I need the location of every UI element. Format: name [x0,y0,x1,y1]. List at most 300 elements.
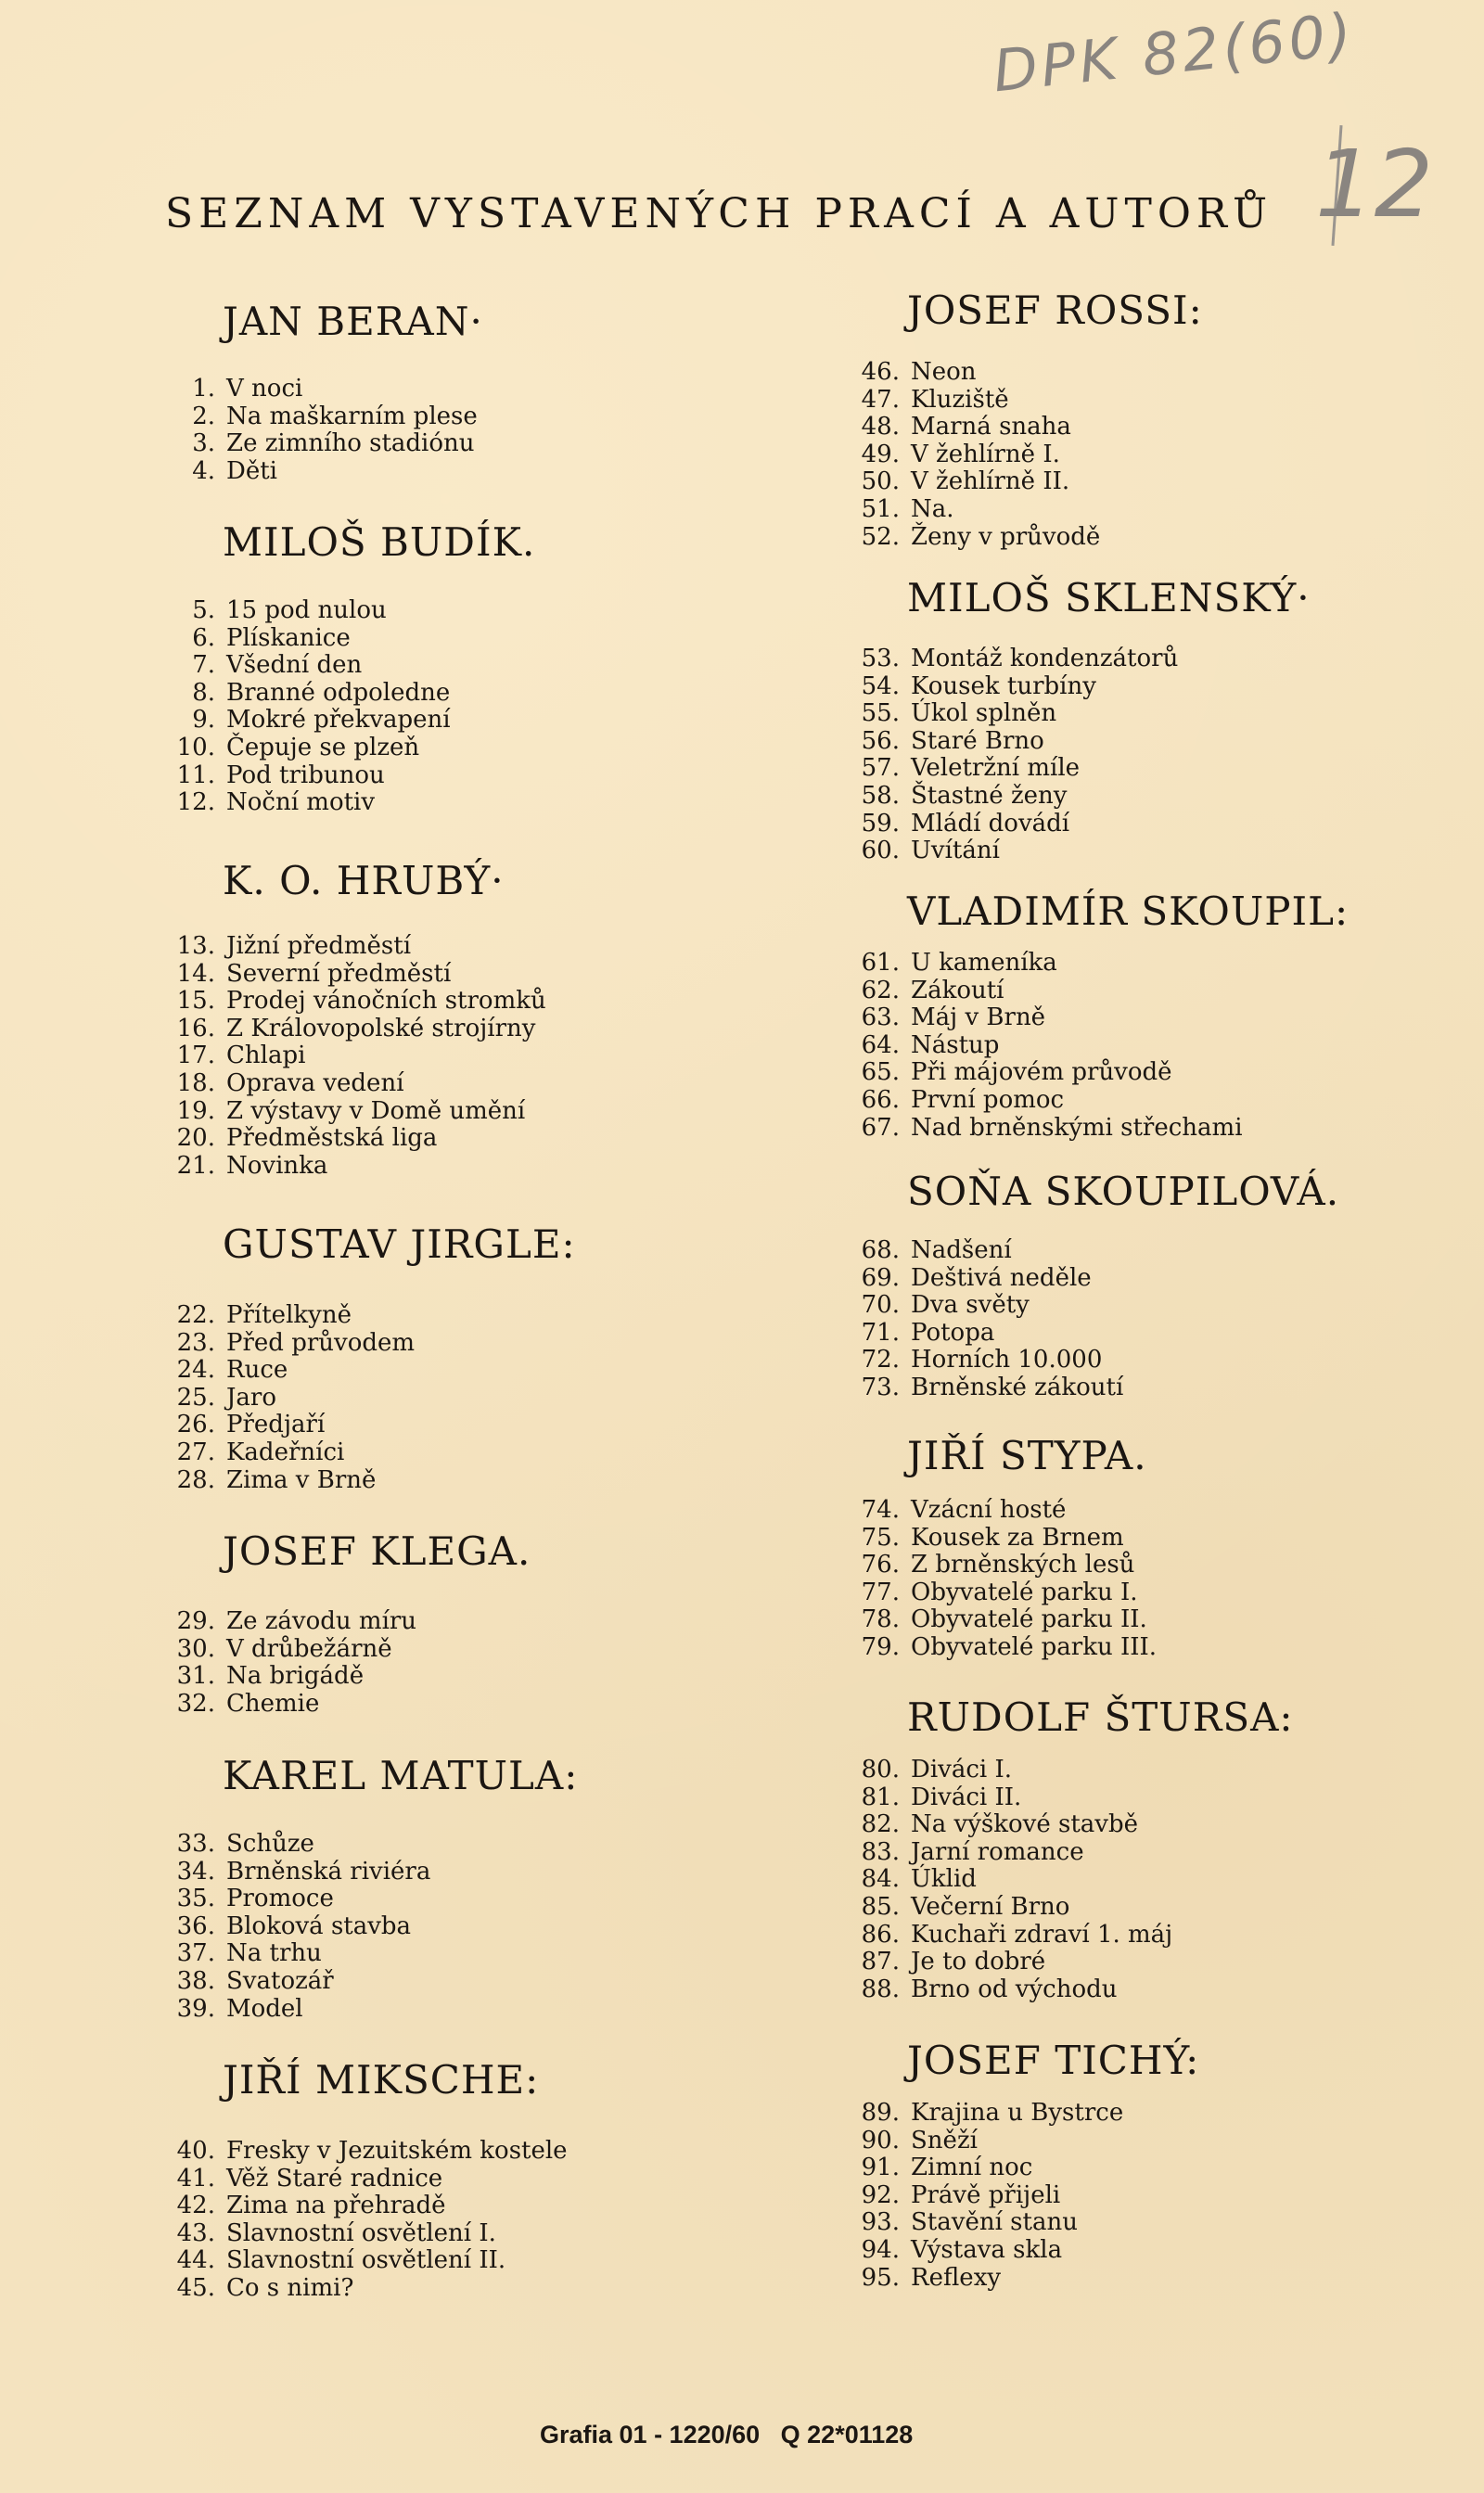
work-title: Noční motiv [226,788,376,817]
work-item [156,788,375,816]
work-number: 93. [861,2208,900,2237]
work-number: 62. [861,976,900,1004]
work-item [156,1662,364,1690]
work-title: Mládí dovádí [911,809,1070,837]
work-item [156,706,451,734]
work-title: Je to dobré [911,1948,1046,1976]
work-item [840,1496,1066,1524]
work-number: 61. [861,949,900,977]
work-title: Jarní romance [911,1837,1084,1866]
work-number: 57. [861,754,900,783]
author-heading: GUSTAV JIRGLE: [223,1221,576,1267]
work-number: 6. [192,623,215,652]
author-heading: K. O. HRUBÝ· [223,858,505,903]
work-number: 88. [861,1975,900,2003]
work-item [156,1124,437,1152]
work-title: První pomoc [911,1086,1065,1114]
work-item [156,1356,288,1384]
work-title: Uvítání [911,837,1000,865]
work-item [156,1384,276,1412]
work-item [840,1004,1045,1031]
work-number: 52. [861,522,900,551]
work-title: Z Královopolské strojírny [226,1014,536,1042]
work-number: 20. [176,1124,215,1153]
work-number: 65. [861,1058,900,1087]
work-item [840,672,1096,700]
work-title: Předjaří [226,1411,326,1439]
work-item [156,1607,416,1635]
work-title: Co s nimi? [226,2274,354,2302]
work-item [840,1524,1124,1552]
work-item [840,1810,1138,1838]
work-item [156,2274,353,2302]
work-title: Obyvatelé parku I. [911,1578,1138,1606]
work-number: 73. [861,1374,900,1401]
work-item [156,1069,404,1097]
work-number: 44. [176,2246,215,2275]
author-heading: JOSEF KLEGA. [223,1528,531,1574]
work-item [156,932,411,960]
work-item [156,1438,344,1466]
work-item [840,1921,1172,1949]
work-title: Z brněnských lesů [911,1551,1135,1579]
work-item [156,1858,430,1886]
work-title: Potopa [911,1318,995,1347]
work-title: Obyvatelé parku III. [911,1633,1158,1661]
work-title: Přítelkyně [226,1301,352,1329]
work-title: Z výstavy v Domě umění [226,1096,526,1125]
work-title: Stavění stanu [911,2208,1078,2237]
work-number: 29. [176,1607,215,1635]
work-number: 64. [861,1030,900,1059]
work-title: Ruce [226,1356,288,1385]
work-title: Čepuje se plzeň [226,734,420,761]
work-number: 28. [176,1465,215,1494]
printer-imprint: Grafia 01 - 1220/60 Q 22*01128 [540,2421,914,2448]
work-number: 39. [176,1994,215,2023]
work-number: 49. [861,440,900,468]
work-number: 59. [861,809,900,837]
work-item [840,1086,1064,1114]
work-number: 84. [861,1865,900,1894]
work-number: 24. [176,1356,215,1385]
work-number: 38. [176,1967,215,1995]
work-title: Staré Brno [911,726,1044,755]
work-item [156,2192,445,2219]
work-item [156,1042,305,1069]
work-item [840,1058,1172,1086]
work-number: 85. [861,1893,900,1921]
work-item [840,2099,1123,2127]
work-title: Jaro [226,1383,277,1412]
work-item [156,1635,392,1663]
work-number: 1. [192,375,215,403]
work-number: 77. [861,1578,900,1606]
work-title: Výstava skla [911,2236,1063,2264]
work-item [156,679,450,707]
work-item [156,1097,525,1125]
work-title: Nadšení [911,1236,1012,1264]
work-item [156,1690,319,1718]
work-number: 53. [861,645,900,672]
work-number: 45. [176,2274,215,2302]
work-title: Diváci II. [911,1783,1022,1811]
work-number: 90. [861,2126,900,2154]
work-number: 89. [861,2099,900,2127]
author-heading: VLADIMÍR SKOUPIL: [907,889,1350,934]
author-heading: MILOŠ BUDÍK. [223,519,536,565]
work-number: 32. [176,1689,215,1718]
work-item [840,1975,1118,2003]
work-title: Diváci I. [911,1756,1013,1783]
work-item [840,727,1044,755]
work-title: V žehlírně I. [911,440,1060,468]
work-item [840,495,954,523]
work-title: Krajina u Bystrce [911,2099,1124,2127]
work-title: Plískanice [226,623,351,652]
work-number: 48. [861,413,900,441]
work-number: 2. [192,402,215,430]
work-number: 30. [176,1634,215,1663]
work-number: 27. [176,1438,215,1466]
work-item [840,1756,1012,1783]
work-title: Na brigádě [226,1662,365,1691]
work-number: 51. [861,495,900,523]
handwritten-reference: DPK 82(60) [990,0,1359,106]
work-number: 87. [861,1948,900,1976]
work-number: 66. [861,1086,900,1114]
work-title: V žehlírně II. [911,467,1070,496]
work-title: Úkol splněn [911,699,1057,728]
work-number: 41. [176,2164,215,2193]
work-item [156,1301,352,1329]
work-number: 16. [176,1014,215,1042]
work-title: Reflexy [911,2263,1002,2292]
work-title: Štastné ženy [911,782,1068,810]
work-title: Dva světy [911,1291,1030,1320]
work-number: 75. [861,1523,900,1552]
work-item [840,467,1069,495]
work-title: Děti [226,456,277,485]
work-title: Brněnské zákoutí [911,1374,1124,1401]
work-number: 9. [192,706,215,735]
work-number: 26. [176,1411,215,1439]
work-number: 42. [176,2192,215,2220]
work-number: 56. [861,726,900,755]
work-title: Jižní předměstí [226,932,412,960]
work-item [840,1838,1084,1866]
work-title: Bloková stavba [226,1911,412,1940]
work-number: 63. [861,1004,900,1032]
work-title: U kameníka [911,949,1057,977]
work-title: Na trhu [226,1939,322,1968]
work-title: Montáž kondenzátorů [911,645,1179,672]
work-title: Promoce [226,1885,334,1913]
work-title: Obyvatelé parku II. [911,1605,1147,1634]
work-number: 5. [192,596,215,624]
work-item [840,1948,1045,1975]
work-item [840,2208,1078,2236]
work-number: 17. [176,1042,215,1070]
work-title: Ze zimního stadiónu [226,429,475,458]
work-title: Sněží [911,2126,978,2154]
work-number: 13. [176,932,215,960]
work-number: 76. [861,1551,900,1579]
work-number: 94. [861,2236,900,2264]
work-number: 78. [861,1605,900,1634]
work-number: 33. [176,1830,215,1858]
work-title: Kadeřníci [226,1438,345,1466]
work-item [156,1939,322,1967]
work-item [840,441,1060,468]
author-heading: SOŇA SKOUPILOVÁ. [907,1169,1340,1214]
work-number: 34. [176,1857,215,1886]
work-number: 4. [192,456,215,485]
work-item [156,2165,442,2193]
work-title: Zákoutí [911,976,1004,1004]
work-title: Brno od východu [911,1975,1118,2003]
work-number: 82. [861,1810,900,1839]
work-title: Marná snaha [911,413,1071,441]
work-number: 54. [861,671,900,700]
work-item [840,810,1069,837]
work-item [840,1579,1138,1606]
work-number: 83. [861,1837,900,1866]
work-item [840,977,1004,1004]
work-number: 50. [861,467,900,496]
work-title: Mokré překvapení [226,706,451,735]
author-heading: JIŘÍ MIKSCHE: [223,2057,540,2103]
work-item [156,1995,303,2023]
work-item [840,2236,1062,2264]
work-item [156,375,302,403]
work-title: Oprava vedení [226,1069,404,1097]
work-number: 23. [176,1328,215,1357]
work-item [156,1466,376,1494]
work-item [840,2154,1032,2181]
work-title: Svatozář [226,1967,334,1995]
work-number: 81. [861,1783,900,1811]
work-item [156,734,419,761]
work-item [840,1319,994,1347]
work-item [156,1329,415,1357]
work-title: Chemie [226,1689,320,1718]
work-item [840,1346,1102,1374]
work-number: 92. [861,2180,900,2209]
work-title: Pod tribunou [226,761,385,789]
work-title: Ze závodu míru [226,1607,417,1635]
work-item [156,2219,496,2247]
work-item [840,782,1067,810]
work-item [840,1551,1134,1579]
work-item [840,1114,1243,1142]
work-item [156,429,475,457]
work-number: 19. [176,1096,215,1125]
work-number: 69. [861,1263,900,1292]
document-title: SEZNAM VYSTAVENÝCH PRACÍ A AUTORŮ [165,190,1273,237]
work-title: Věž Staré radnice [226,2164,443,2193]
work-title: Schůze [226,1830,314,1858]
work-item [840,2264,1001,2292]
work-item [840,837,1000,864]
work-number: 36. [176,1911,215,1940]
work-title: Při májovém průvodě [911,1058,1172,1087]
work-item [156,624,351,652]
work-title: V drůbežárně [226,1634,392,1663]
work-item [156,1411,325,1438]
work-title: V noci [226,375,303,403]
work-title: Zimní noc [911,2154,1033,2182]
work-number: 68. [861,1236,900,1264]
work-item [840,1374,1123,1401]
work-item [156,596,387,624]
work-number: 43. [176,2218,215,2247]
work-title: Úklid [911,1865,977,1894]
work-number: 47. [861,385,900,414]
work-number: 14. [176,959,215,988]
author-heading: JOSEF TICHÝ: [907,2038,1200,2083]
work-title: Severní předměstí [226,959,452,988]
work-item [840,1236,1012,1264]
work-number: 31. [176,1662,215,1691]
work-title: Máj v Brně [911,1004,1046,1032]
work-item [156,1830,314,1858]
author-heading: RUDOLF ŠTURSA: [907,1694,1294,1740]
work-title: Právě přijeli [911,2180,1061,2209]
work-number: 67. [861,1113,900,1142]
work-item [840,949,1057,977]
work-title: Model [226,1994,303,2023]
work-number: 18. [176,1069,215,1097]
work-number: 35. [176,1885,215,1913]
work-number: 7. [192,651,215,680]
work-title: Předměstská liga [226,1124,438,1153]
work-number: 79. [861,1633,900,1661]
work-number: 55. [861,699,900,728]
work-number: 21. [176,1151,215,1180]
work-title: Slavnostní osvětlení I. [226,2218,496,2247]
author-heading: MILOŠ SKLENSKÝ· [907,575,1311,620]
work-title: Kluziště [911,385,1009,414]
work-item [840,413,1071,441]
author-heading: JAN BERAN· [223,299,483,344]
work-number: 70. [861,1291,900,1320]
work-title: Brněnská riviéra [226,1857,431,1886]
work-title: Kousek turbíny [911,671,1096,700]
work-title: Zima na přehradě [226,2192,446,2220]
work-item [156,1885,334,1912]
work-title: Kuchaři zdraví 1. máj [911,1920,1173,1949]
work-item [840,645,1178,672]
work-item [840,1605,1147,1633]
author-heading: JOSEF ROSSI: [907,288,1203,333]
work-title: Zima v Brně [226,1465,377,1494]
work-title: Branné odpoledne [226,678,451,707]
author-heading: KAREL MATULA: [223,1753,579,1798]
work-item [156,960,451,988]
work-title: Neon [911,358,977,386]
work-item [840,1291,1030,1319]
work-item [156,1152,327,1180]
work-item [840,1633,1157,1661]
work-number: 12. [176,788,215,817]
work-title: Fresky v Jezuitském kostele [226,2137,568,2165]
work-number: 58. [861,782,900,810]
work-item [840,754,1080,782]
work-item [840,1264,1092,1292]
work-item [840,2181,1060,2209]
work-item [156,2246,505,2274]
work-item [840,1893,1069,1921]
work-title: Veletržní míle [911,754,1081,783]
work-title: Horních 10.000 [911,1346,1103,1374]
work-item [840,358,977,386]
work-number: 60. [861,837,900,865]
work-number: 74. [861,1496,900,1524]
work-item [156,1912,411,1940]
work-item [840,1865,977,1893]
work-title: Novinka [226,1151,328,1180]
work-title: Na. [911,495,954,523]
work-number: 11. [176,761,215,789]
work-number: 71. [861,1318,900,1347]
work-item [156,1967,334,1995]
work-item [156,403,478,430]
work-number: 37. [176,1939,215,1968]
work-item [840,1031,999,1059]
handwritten-page-number: 12 [1315,130,1434,238]
work-number: 10. [176,734,215,761]
work-item [156,761,385,789]
work-title: Večerní Brno [911,1893,1070,1921]
work-number: 40. [176,2137,215,2165]
work-title: Všední den [226,651,363,680]
work-number: 22. [176,1301,215,1329]
work-title: Slavnostní osvětlení II. [226,2246,506,2275]
work-item [840,386,1009,414]
work-title: Nástup [911,1030,1000,1059]
work-title: Ženy v průvodě [911,522,1101,551]
work-item [156,457,277,485]
work-title: Na výškové stavbě [911,1810,1138,1839]
work-item [156,1015,535,1042]
work-title: Kousek za Brnem [911,1523,1124,1552]
work-number: 95. [861,2263,900,2292]
work-item [840,1783,1021,1811]
work-number: 46. [861,358,900,386]
work-title: Deštivá neděle [911,1263,1092,1292]
work-number: 8. [192,678,215,707]
work-item [840,523,1100,551]
work-number: 3. [192,429,215,458]
author-heading: JIŘÍ STYPA. [907,1433,1147,1478]
work-title: Prodej vánočních stromků [226,987,546,1016]
work-number: 86. [861,1920,900,1949]
work-number: 91. [861,2154,900,2182]
work-title: 15 pod nulou [226,596,387,624]
work-title: Chlapi [226,1042,306,1070]
work-number: 72. [861,1346,900,1374]
work-title: Na maškarním plese [226,402,478,430]
work-number: 80. [861,1756,900,1783]
work-item [156,2137,568,2165]
work-item [156,651,362,679]
work-title: Nad brněnskými střechami [911,1113,1243,1142]
work-item [840,2127,978,2154]
work-number: 25. [176,1383,215,1412]
work-item [156,987,546,1015]
work-number: 15. [176,987,215,1016]
